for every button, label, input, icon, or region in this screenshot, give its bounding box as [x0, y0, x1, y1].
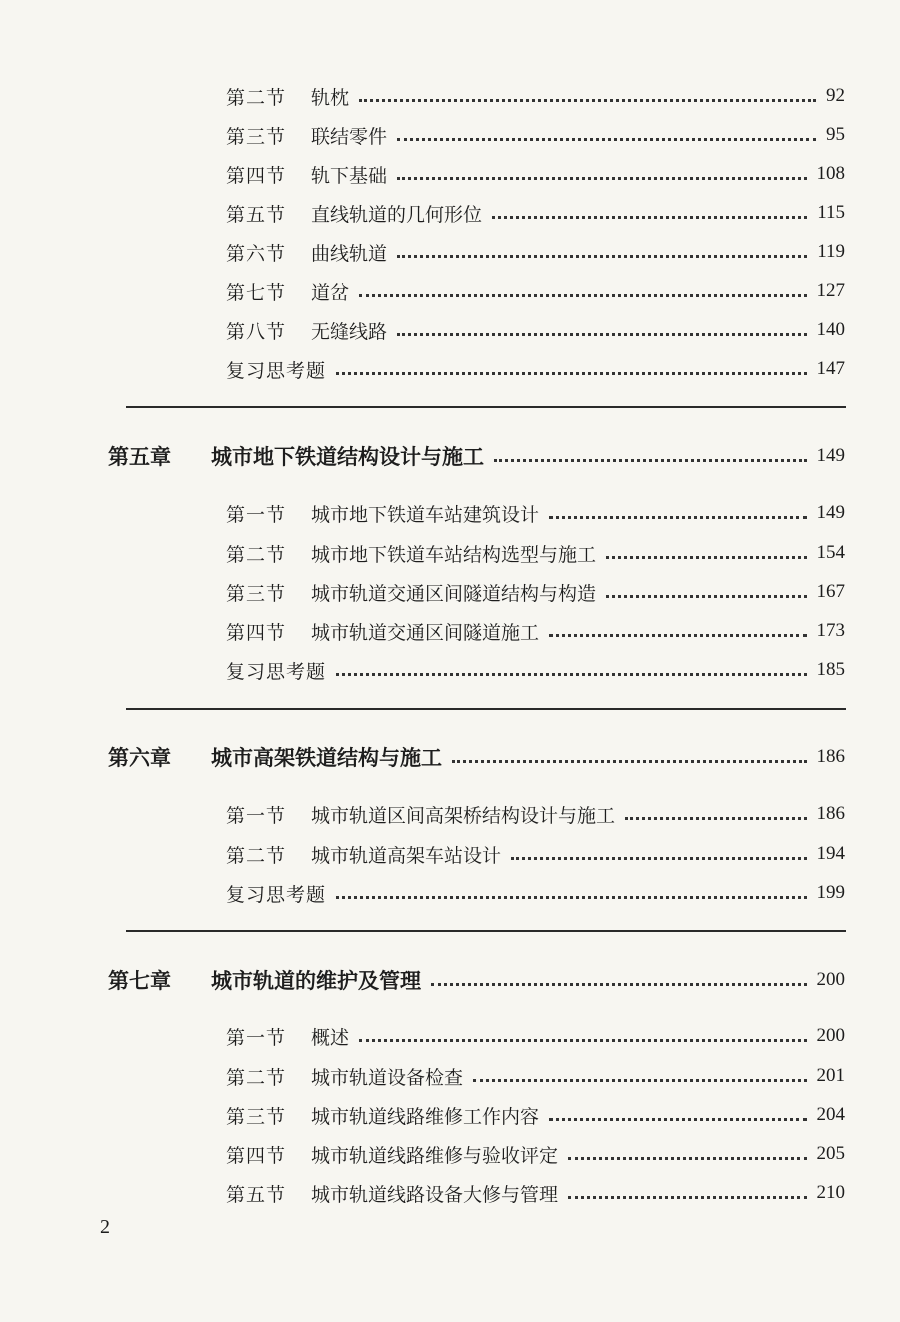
- page-number: 199: [816, 882, 845, 903]
- toc-review-row: [226, 354, 845, 384]
- chapter-number: 第六章: [108, 745, 171, 770]
- toc-section-row: [226, 1139, 845, 1169]
- chapter-title: 城市地下铁道结构设计与施工: [211, 444, 484, 469]
- review-title: 复习思考题: [226, 660, 327, 683]
- section-title: 曲线轨道: [311, 242, 388, 265]
- leader-dots: [494, 459, 807, 462]
- chapter-divider: [126, 930, 846, 932]
- toc-section-row: [226, 1061, 845, 1091]
- leader-dots: [492, 216, 807, 219]
- section-title: 道岔: [311, 281, 350, 304]
- review-title: 复习思考题: [226, 359, 327, 382]
- leader-dots: [397, 333, 806, 336]
- leader-dots: [397, 138, 816, 141]
- leader-dots: [549, 516, 806, 519]
- section-title: 城市轨道交通区间隧道施工: [311, 621, 540, 644]
- page-number: 201: [816, 1065, 845, 1086]
- page-number: 167: [816, 581, 845, 602]
- section-title: 城市轨道线路维修与验收评定: [311, 1144, 559, 1167]
- section-number: 第五节: [226, 1183, 287, 1206]
- section-title: 城市轨道设备检查: [311, 1066, 464, 1089]
- section-number: 第六节: [226, 242, 287, 265]
- toc-section-row: [226, 1178, 845, 1208]
- leader-dots: [549, 634, 806, 637]
- leader-dots: [606, 556, 806, 559]
- page-number: 95: [826, 124, 845, 145]
- section-number: 第二节: [226, 1066, 287, 1089]
- page-number: 210: [816, 1182, 845, 1203]
- toc-chapter-row: [108, 742, 845, 772]
- leader-dots: [431, 983, 807, 986]
- section-title: 轨下基础: [311, 164, 388, 187]
- section-title: 城市轨道区间高架桥结构设计与施工: [311, 804, 616, 827]
- section-number: 第四节: [226, 621, 287, 644]
- toc-section-row: [226, 198, 845, 228]
- section-number: 第八节: [226, 320, 287, 343]
- toc-section-row: [226, 839, 845, 869]
- section-title: 轨枕: [311, 86, 350, 109]
- toc-review-row: [226, 878, 845, 908]
- page-number: 154: [816, 542, 845, 563]
- toc-section-row: [226, 577, 845, 607]
- leader-dots: [568, 1157, 806, 1160]
- leader-dots: [511, 857, 806, 860]
- page-number: 205: [816, 1143, 845, 1164]
- toc-section-row: [226, 315, 845, 345]
- section-number: 第二节: [226, 844, 287, 867]
- section-number: 第三节: [226, 582, 287, 605]
- footer-page-number: 2: [100, 1216, 110, 1238]
- page-number: 194: [816, 843, 845, 864]
- section-title: 城市轨道线路维修工作内容: [311, 1105, 540, 1128]
- chapter-title: 城市高架铁道结构与施工: [211, 745, 442, 770]
- toc-chapter-row: [108, 441, 845, 471]
- leader-dots: [568, 1196, 806, 1199]
- page-number: 92: [826, 85, 845, 106]
- section-number: 第四节: [226, 1144, 287, 1167]
- leader-dots: [549, 1118, 806, 1121]
- section-title: 城市轨道线路设备大修与管理: [311, 1183, 559, 1206]
- page-number: 119: [817, 241, 845, 262]
- leader-dots: [625, 817, 806, 820]
- review-title: 复习思考题: [226, 883, 327, 906]
- section-title: 城市轨道高架车站设计: [311, 844, 502, 867]
- toc-section-row: [226, 237, 845, 267]
- toc-section-row: [226, 276, 845, 306]
- leader-dots: [397, 177, 806, 180]
- leader-dots: [336, 372, 806, 375]
- section-title: 城市地下铁道车站建筑设计: [311, 503, 540, 526]
- page-number: 173: [816, 620, 845, 641]
- leader-dots: [359, 1039, 806, 1042]
- page-number: 200: [816, 1025, 845, 1046]
- section-number: 第五节: [226, 203, 287, 226]
- section-number: 第三节: [226, 1105, 287, 1128]
- leader-dots: [397, 255, 807, 258]
- page-number: 186: [816, 746, 845, 767]
- toc-review-row: [226, 655, 845, 685]
- chapter-divider: [126, 406, 846, 408]
- section-number: 第二节: [226, 86, 287, 109]
- toc-chapter-row: [108, 965, 845, 995]
- section-number: 第三节: [226, 125, 287, 148]
- toc-section-row: [226, 81, 845, 111]
- page-number: 204: [816, 1104, 845, 1125]
- section-number: 第四节: [226, 164, 287, 187]
- toc-section-row: [226, 159, 845, 189]
- page-number: 127: [816, 280, 845, 301]
- section-title: 联结零件: [311, 125, 388, 148]
- page-number: 200: [816, 969, 845, 990]
- toc-section-row: [226, 498, 845, 528]
- toc-section-row: [226, 120, 845, 150]
- leader-dots: [336, 673, 806, 676]
- chapter-divider: [126, 708, 846, 710]
- section-number: 第一节: [226, 1026, 287, 1049]
- leader-dots: [359, 99, 816, 102]
- page-number: 140: [816, 319, 845, 340]
- toc-section-row: [226, 1021, 845, 1051]
- page-number: 149: [816, 445, 845, 466]
- section-number: 第二节: [226, 543, 287, 566]
- page-number: 115: [817, 202, 845, 223]
- section-number: 第一节: [226, 503, 287, 526]
- section-title: 直线轨道的几何形位: [311, 203, 483, 226]
- section-number: 第一节: [226, 804, 287, 827]
- toc-section-row: [226, 538, 845, 568]
- leader-dots: [452, 760, 807, 763]
- toc-section-row: [226, 616, 845, 646]
- chapter-number: 第七章: [108, 968, 171, 993]
- toc-section-row: [226, 1100, 845, 1130]
- leader-dots: [473, 1079, 806, 1082]
- leader-dots: [359, 294, 806, 297]
- page-number: 186: [816, 803, 845, 824]
- page-number: 147: [816, 358, 845, 379]
- chapter-number: 第五章: [108, 444, 171, 469]
- page-number: 108: [816, 163, 845, 184]
- leader-dots: [336, 896, 806, 899]
- section-title: 城市轨道交通区间隧道结构与构造: [311, 582, 597, 605]
- page-number: 185: [816, 659, 845, 680]
- section-title: 城市地下铁道车站结构选型与施工: [311, 543, 597, 566]
- section-title: 概述: [311, 1026, 350, 1049]
- section-number: 第七节: [226, 281, 287, 304]
- leader-dots: [606, 595, 806, 598]
- page-number: 149: [816, 502, 845, 523]
- toc-section-row: [226, 799, 845, 829]
- section-title: 无缝线路: [311, 320, 388, 343]
- chapter-title: 城市轨道的维护及管理: [211, 968, 421, 993]
